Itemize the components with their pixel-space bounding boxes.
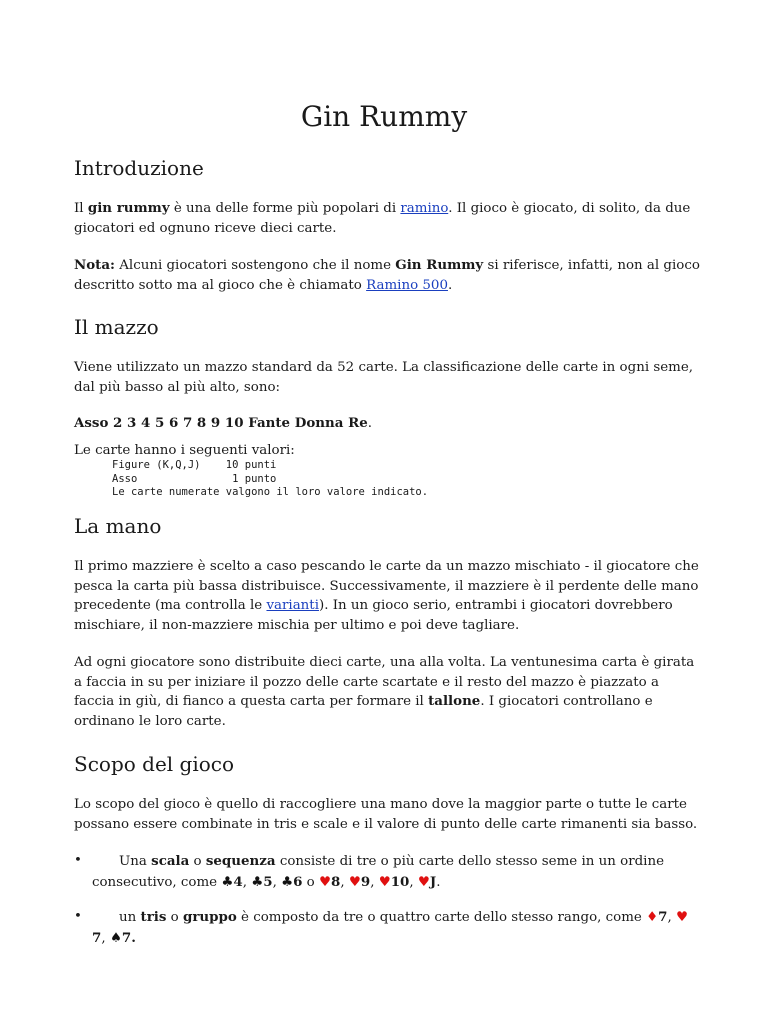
heading-il-mazzo: Il mazzo bbox=[74, 315, 159, 339]
heading-scopo-del-gioco: Scopo del gioco bbox=[74, 752, 235, 776]
mano-paragraph-2: Ad ogni giocatore sono distribuite dieci carte, una alla volta. La ventunesima carta è girata a faccia in su per iniziare il pozzo delle carte scartate e il resto del mazzo è piazzato a faccia in giù, di fianco a questa carta per formare il tallone. I giocatori controllano e ordinano le loro carte. bbox=[74, 655, 695, 729]
heading-introduzione: Introduzione bbox=[74, 156, 204, 180]
list-item-tris: • un tris o gruppo è composto da tre o quattro carte dello stesso rango, come ♦7, ♥ 7, ♠7. bbox=[74, 909, 688, 946]
heart-icon: ♥ bbox=[675, 910, 688, 925]
bullet-icon: • bbox=[74, 909, 82, 924]
list-item-scala: • Una scala o sequenza consiste di tre o più carte dello stesso seme in un ordine consecutivo, come ♣4, ♣5, ♣6 o ♥8, ♥9, ♥10, ♥J. bbox=[74, 853, 665, 890]
club-icon: ♣ bbox=[221, 875, 234, 890]
bullet-icon: • bbox=[74, 853, 82, 868]
intro-note-paragraph: Nota: Alcuni giocatori sostengono che il nome Gin Rummy si riferisce, infatti, non al gioco descritto sotto ma al gioco che è chiamato Ramino 500. bbox=[74, 257, 700, 293]
club-icon: ♣ bbox=[281, 875, 294, 890]
spade-icon: ♠ bbox=[109, 931, 122, 946]
link-ramino[interactable]: ramino bbox=[400, 201, 449, 216]
mano-paragraph-1: Il primo mazziere è scelto a caso pescando le carte da un mazzo mischiato - il giocatore che pesca la carta più bassa distribuisce. Successivamente, il mazziere è il perdente delle mano precedente (ma controlla le varianti). In un gioco serio, entrambi i giocatori dovrebbero mischiare, il non-mazziere mischia per ultimo e poi deve tagliare. bbox=[74, 559, 699, 633]
heart-icon: ♥ bbox=[417, 875, 430, 890]
heart-icon: ♥ bbox=[348, 875, 361, 890]
heading-la-mano: La mano bbox=[74, 514, 162, 538]
link-ramino-500[interactable]: Ramino 500 bbox=[366, 277, 448, 293]
mazzo-paragraph-1: Viene utilizzato un mazzo standard da 52 carte. La classificazione delle carte in ogni seme, dal più basso al più alto, sono: bbox=[74, 360, 694, 395]
heart-icon: ♥ bbox=[378, 875, 391, 890]
page-title: Gin Rummy bbox=[300, 100, 468, 133]
scopo-paragraph-1: Lo scopo del gioco è quello di raccogliere una mano dove la maggior parte o tutte le carte possano essere combinate in tris e scale e il valore di punto delle carte rimanenti sia basso. bbox=[74, 797, 698, 832]
heart-icon: ♥ bbox=[319, 875, 332, 890]
card-values-intro: Le carte hanno i seguenti valori: bbox=[74, 443, 295, 458]
card-values-table: Figure (K,Q,J) 10 punti Asso 1 punto Le carte numerate valgono il loro valore indicato. bbox=[112, 459, 429, 498]
intro-paragraph-1: Il gin rummy è una delle forme più popolari di ramino. Il gioco è giocato, di solito, da due giocatori ed ognuno riceve dieci carte. bbox=[74, 200, 691, 236]
link-varianti[interactable]: varianti bbox=[266, 598, 319, 613]
diamond-icon: ♦ bbox=[646, 910, 659, 925]
club-icon: ♣ bbox=[251, 875, 264, 890]
card-ranks-line: Asso 2 3 4 5 6 7 8 9 10 Fante Donna Re. bbox=[74, 415, 373, 431]
